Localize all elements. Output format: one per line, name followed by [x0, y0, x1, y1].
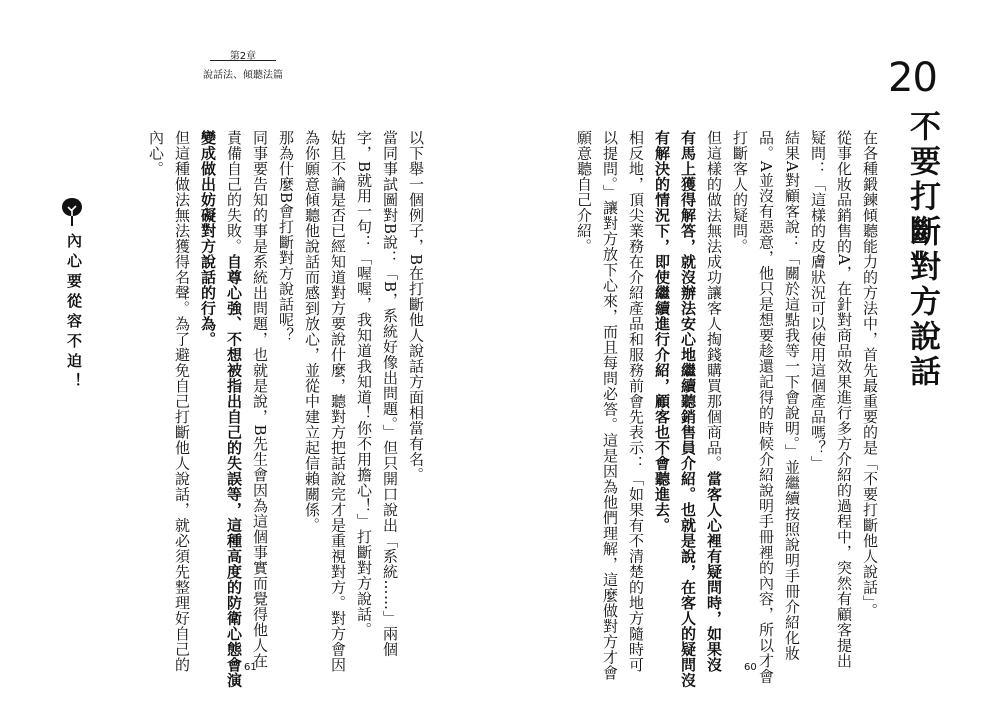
text-column — [706, 130, 721, 673]
chapter-number: 20 — [888, 55, 937, 101]
text-column: 為你願意傾聽他說話而感到放心，並從中建立起信賴關係。 — [303, 130, 321, 533]
header-divider — [210, 60, 276, 61]
text-column — [226, 130, 241, 688]
text-column: 字，B就用一句：「喔喔，我知道我知道！你不用擔心！」打斷對方說話。 — [355, 130, 373, 638]
text-column: 從事化妝品銷售的A，在針對商品效果進行多方介紹的過程中，突然有顧客提出 — [835, 130, 853, 669]
text-column-bold: 變成做出妨礙對方說話的行為。 — [199, 130, 217, 347]
text-column: 以下舉一個例子，B在打斷他人說話方面相當有名。 — [407, 130, 425, 483]
text-column: 那為什麼B會打斷對方說話呢？ — [277, 130, 295, 344]
text-column: 品。A並沒有惡意，他只是想要趁還記得的時候介紹說明手冊裡的內容，所以才會 — [757, 130, 775, 684]
running-header-section: 說話法、傾聽法篇 — [203, 70, 283, 81]
bold-text-run: 當客人心裡有疑問時，如果沒 — [705, 471, 723, 673]
text-run: 責備自己的失敗。 — [225, 130, 243, 254]
text-column: 打斷客人的疑問。 — [731, 130, 749, 254]
text-column: 在各種鍛鍊傾聽能力的方法中，首先最重要的是「不要打斷他人說話」。 — [861, 130, 879, 619]
chapter-title: 不要打斷對方說話 — [904, 110, 940, 390]
text-column-bold: 有解決的情況下，即使繼續進行介紹，顧客也不會聽進去。 — [653, 130, 671, 533]
tree-icon — [60, 197, 84, 227]
text-column: 當同事試圖對B說：「B，系統好像出問題。」但只開口說出「系統……」兩個 — [381, 130, 399, 658]
bold-text-run: 自尊心強、不想被指出自己的失誤等，這種高度的防衛心態會演 — [225, 254, 243, 688]
text-column: 以提問。」讓對方放下心來，而且每問必答。這是因為他們理解，這麼做對方才會 — [601, 130, 619, 681]
text-column: 同事要告知的事是系統出問題，也就是說，B先生會因為這個事實而覺得他人在 — [251, 130, 269, 669]
running-header-chapter: 第2章 — [229, 51, 257, 62]
text-column: 結果A對顧客說：「關於這點我等一下會說明。」並繼續按照說明手冊介紹化妝 — [783, 130, 801, 661]
page-number-left: 61 — [244, 662, 257, 673]
side-note-label: 內心要從容不迫！ — [65, 233, 83, 393]
text-column: 願意聽自己介紹。 — [575, 130, 593, 254]
text-column: 內心。 — [147, 130, 165, 177]
text-column: 疑問：「這樣的皮膚狀況可以使用這個產品嗎？」 — [809, 130, 827, 471]
page-number-right: 60 — [744, 662, 757, 673]
text-column: 但這種做法無法獲得名聲。為了避免自己打斷他人說話，就必須先整理好自己的 — [173, 130, 191, 673]
text-column: 姑且不論是否已經知道對方要說什麼，聽對方把話說完才是重視對方。對方會因 — [329, 130, 347, 673]
text-column: 相反地，頂尖業務在介紹產品和服務前會先表示：「如果有不清楚的地方隨時可 — [627, 130, 645, 673]
text-column-bold: 有馬上獲得解答，就沒辦法安心地繼續聽銷售員介紹。也就是說，在客人的疑問沒 — [679, 130, 697, 688]
text-run: 但這樣的做法無法成功讓客人掏錢購買那個商品。 — [705, 130, 723, 471]
